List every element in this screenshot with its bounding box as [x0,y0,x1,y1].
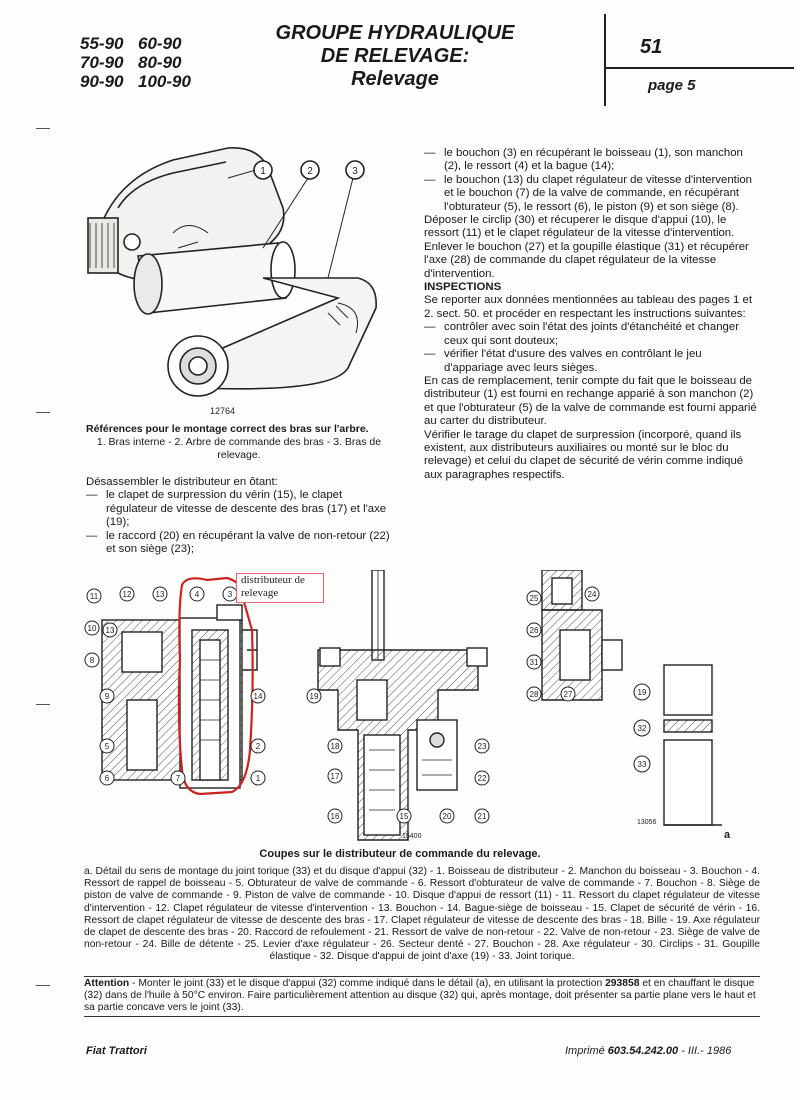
callout-label: 9 [104,692,110,701]
printed-code: 603.54.242.00 [607,1045,679,1057]
header-divider-horizontal [604,67,794,69]
callout-label: 1 [260,166,266,177]
paragraph: Désassembler le distributeur en ôtant: [86,476,278,488]
callout-label: 5 [104,742,110,751]
title-line-3: Relevage [351,68,439,90]
page-title [245,22,545,91]
callout-label: 1 [255,774,261,783]
figure2-caption: Coupes sur le distributeur de commande du relevage. [259,848,541,860]
divider [84,1016,760,1017]
callout-label: 31 [529,658,539,667]
bullet-item: — vérifier l'état d'usure des valves en contrôlant le jeu d'appariage avec leurs sièges. [424,348,760,375]
margin-mark [36,985,50,986]
callout-label: 24 [587,590,597,599]
figure1-caption [86,423,392,462]
callout-label: 3 [227,590,233,599]
handwritten-note [236,573,324,603]
model-row [80,53,196,72]
model: 80-90 [138,53,182,72]
attention-text: - Monter le joint (33) et le disque d'appui (32) comme indiqué dans le détail (a), en utilisant la protection [129,978,606,989]
divider [84,976,760,977]
figure-code: 12764 [210,406,236,416]
callout-label: 18 [330,742,340,751]
callout-label: 26 [529,626,539,635]
bullet-item: — le clapet de surpression du vérin (15), le clapet régulateur de vitesse de descente des bras (17) et l'axe (19); [86,489,392,529]
callout-label: 7 [175,774,181,783]
callout-label: 13 [155,590,165,599]
footer-brand: Fiat Trattori [86,1045,147,1057]
title-line-2: DE RELEVAGE: [320,45,470,67]
callout-label: 12 [122,590,132,599]
callout-label: 27 [563,690,573,699]
callout-label: 6 [104,774,110,783]
model-row [80,72,196,91]
callout-label: 4 [194,590,200,599]
callout-label: 3 [352,166,358,177]
attention-note [84,978,760,1015]
margin-mark [36,412,50,413]
caption-bold: Références pour le montage correct des bras sur l'arbre. [86,423,369,435]
figure-code: 13056 [637,819,657,826]
section-number: 51 [640,36,663,58]
paragraph: Se reporter aux données mentionnées au tableau des pages 1 et 2. sect. 50. et procéder en respectant les instructions suivantes: [424,294,753,320]
attention-text: et en chauffant le disque (32) dans de l'huile à 50°C environ. Faire particulièrement attention au disque (32) qui, après montage, doit présenter sa partie plane vers le haut et sa partie concave vers le joint (33). [84,978,756,1014]
paragraph: Déposer le circlip (30) et récuperer le disque d'appui (10), le ressort (11) et le clapet régulateur de la vitesse d'intervention. [424,214,735,240]
callout-label: 32 [637,724,647,733]
footer-print-info [565,1045,731,1057]
callout-label: 14 [253,692,263,701]
note-line: distributeur de [241,574,305,586]
model: 60-90 [138,34,182,53]
callout-label: 2 [255,742,261,751]
callout-label: 25 [529,594,539,603]
page-number: page 5 [648,77,696,94]
bullet-item: — contrôler avec soin l'état des joints d'étanchéité et changer ceux qui sont douteux; [424,321,760,348]
header-divider-vertical [604,14,606,106]
callout-label: 2 [307,166,313,177]
callout-label: 19 [309,692,319,701]
printed-label: Imprimé [565,1045,608,1057]
model: 70-90 [80,53,124,72]
model-row [80,34,196,53]
margin-mark [36,128,50,129]
model: 100-90 [138,72,191,91]
section-heading: INSPECTIONS [424,281,502,294]
callout-label: 17 [330,772,340,781]
detail-letter: a [724,829,731,841]
bullet-item: — le bouchon (3) en récupérant le boisseau (1), son manchon (2), le ressort (4) et la bague (14); [424,147,760,174]
model-list [80,34,196,91]
model: 90-90 [80,72,124,91]
callout-label: 16 [330,812,340,821]
left-column-text [86,476,392,556]
printed-date: - III.- 1986 [678,1045,732,1057]
part-number: 293858 [605,978,640,989]
callout-label: 23 [477,742,487,751]
callout-label: 21 [477,812,487,821]
bullet-item: — le raccord (20) en récupérant la valve de non-retour (22) et son siège (23); [86,530,392,557]
callout-label: 15 [399,812,409,821]
callout-label: 8 [89,656,95,665]
callout-label: 13 [105,626,115,635]
note-line: relevage [241,587,279,599]
callout-label: 20 [442,812,452,821]
caption-text: 1. Bras interne - 2. Arbre de commande des bras - 3. Bras de relevage. [96,436,382,461]
figure2-legend: a. Détail du sens de montage du joint torique (33) et du disque d'appui (32) - 1. Boisseau de distributeur - 2. Manchon du boisseau - 3. Bouchon - 4. Ressort de rappel de boisseau - 5. Obturateur de valve de commande - 6. Ressort d'obturateur de valve de commande - 7. Bouchon - 8. Siège de piston de valve de commande - 9. Piston de valve de commande - 10. Disque d'appui de ressort (11) - 11. Ressort du clapet régulateur de vitesse d'intervention - 12. Clapet régulateur de vitesse d'intervention - 13. Bouchon - 14. Bague-siège de boisseau - 15. Clapet de sécurité de vérin - 16. Ressort de clapet régulateur de vitesse de descente des bras - 17. Clapet régulateur de vitesse de descente des bras - 18. Bille - 19. Axe régulateur de clapet de descente des bras - 20. Raccord de refoulement - 21. Ressort de valve de non-retour - 22. Valve de non-retour - 23. Siège de valve de non-retour - 24. Bille de détente - 25. Levier d'axe régulateur - 26. Secteur denté - 27. Bouchon - 28. Axe régulateur - 30. Circlips - 31. Goupille élastique - 32. Disque d'appui de joint d'axe (19) - 33. Joint torique. [84,866,760,963]
paragraph: Vérifier le tarage du clapet de surpression (incorporé, quand ils existent, aux distributeurs auxiliaires ou monté sur le bloc du relevage) et celui du clapet de sécurité de vérin comme indiqué aux paragraphes respectifs. [424,428,744,481]
callout-label: 28 [529,690,539,699]
callout-label: 19 [637,688,647,697]
arm-assembly-figure [78,138,400,420]
model: 55-90 [80,34,124,53]
bullet-item: — le bouchon (13) du clapet régulateur de vitesse d'intervention et le bouchon (7) de la valve de commande, en récupérant l'obturateur (5), le ressort (6), le piston (9) et son siège (8). [424,174,760,214]
figure-code: 15400 [402,833,422,840]
attention-label: Attention [84,978,130,989]
margin-mark [36,704,50,705]
callout-label: 11 [89,592,99,601]
callout-label: 22 [477,774,487,783]
paragraph: En cas de remplacement, tenir compte du fait que le boisseau de distributeur (1) est fourni en rechange apparié à son manchon (2) et que l'obturateur (5) de la valve de commande est fourni apparié au carter du distributeur. [424,374,757,428]
title-line-1: GROUPE HYDRAULIQUE [275,22,515,44]
callout-label: 33 [637,760,647,769]
distributor-sections-figure [82,570,742,845]
paragraph: Enlever le bouchon (27) et la goupille élastique (31) et récupérer l'axe (28) de commande du clapet régulateur de la vitesse d'intervention. [424,240,749,280]
callout-label: 10 [87,624,97,633]
right-column-text [424,147,760,482]
